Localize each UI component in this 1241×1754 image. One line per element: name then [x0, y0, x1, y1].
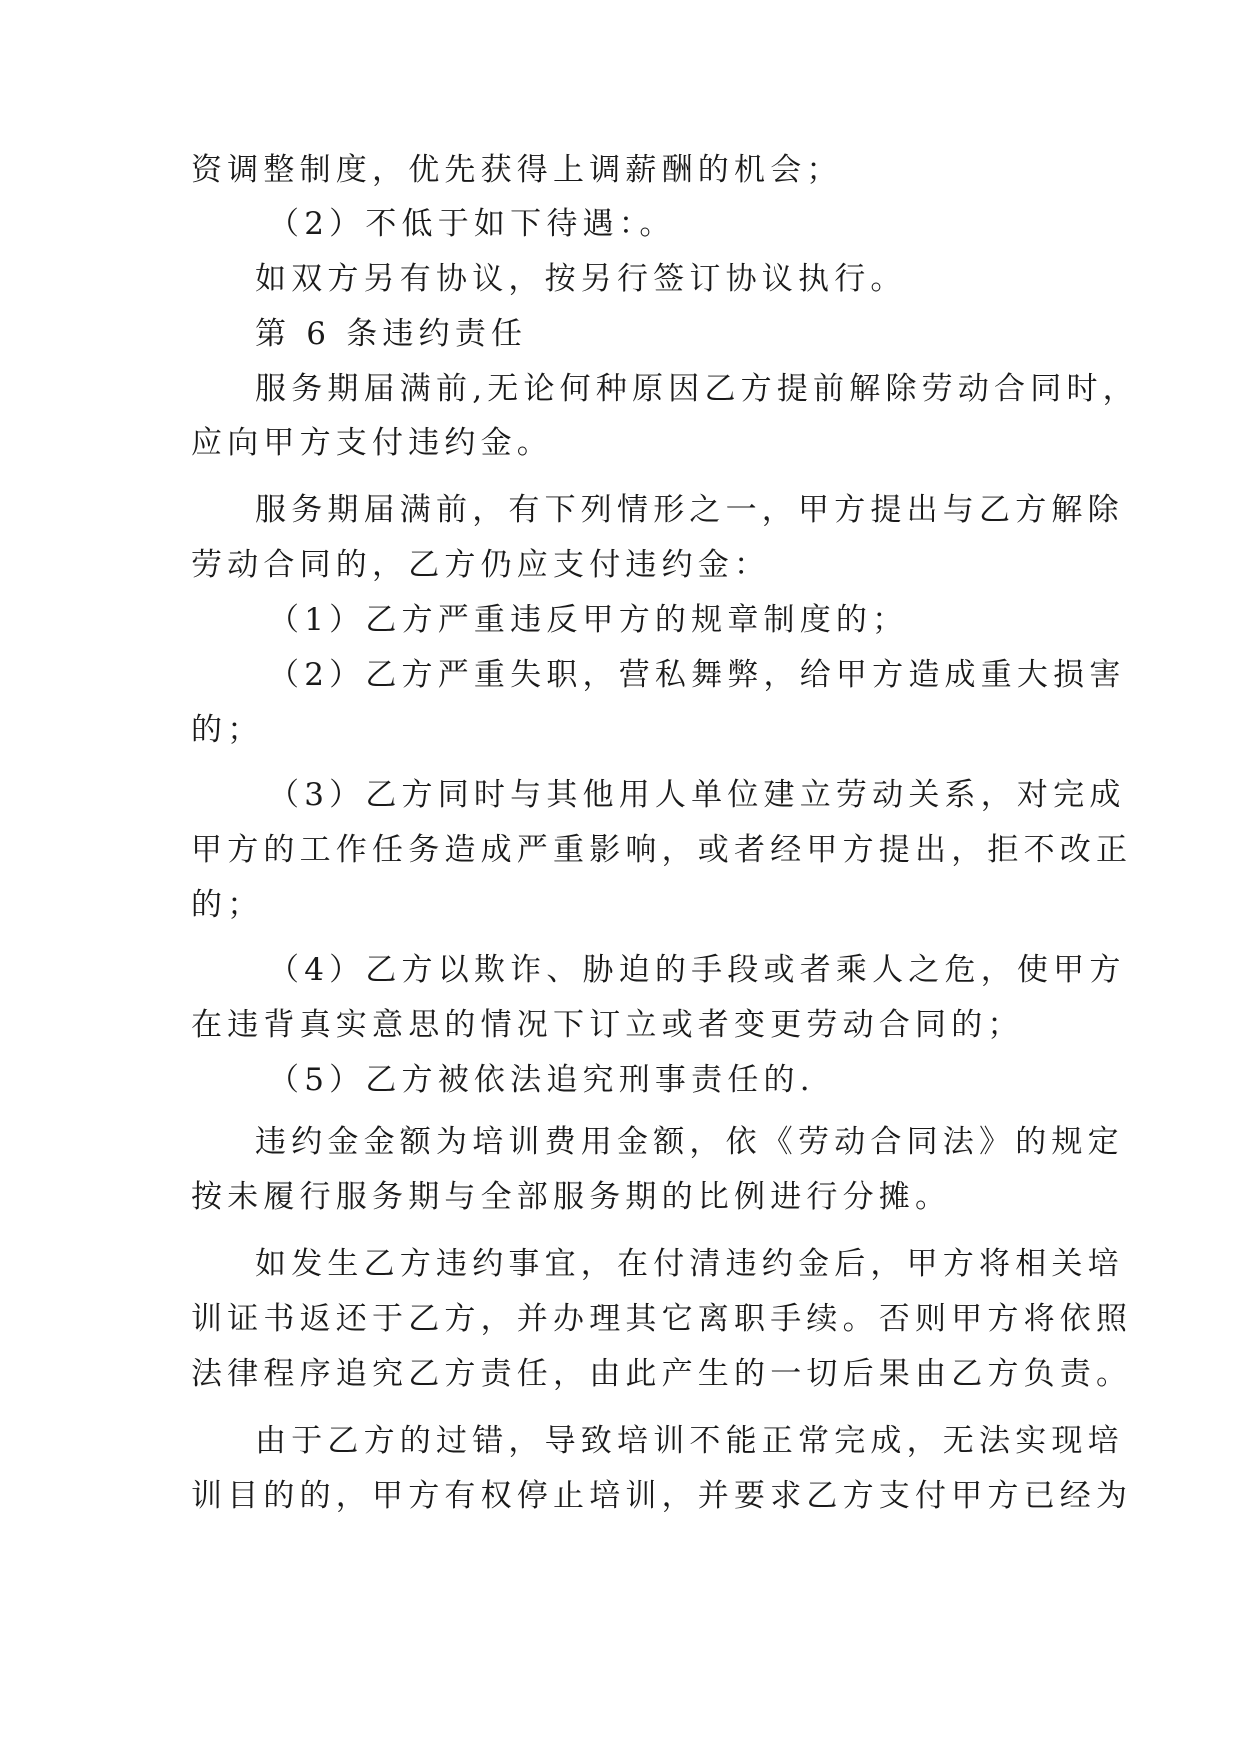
text-line: 的； [191, 887, 264, 923]
text-line: 违约金金额为培训费用金额，依《劳动合同法》的规定 [255, 1124, 1124, 1160]
text-line: （2）不低于如下待遇：。 [268, 206, 676, 242]
text-line: 甲方的工作任务造成严重影响，或者经甲方提出，拒不改正 [191, 832, 1133, 868]
text-line: 的； [191, 712, 264, 748]
text-line: 服务期届满前，有下列情形之一，甲方提出与乙方解除 [255, 492, 1124, 528]
text-line: （1）乙方严重违反甲方的规章制度的； [268, 602, 909, 638]
text-line: 应向甲方支付违约金。 [191, 425, 553, 461]
text-line: 如双方另有协议，按另行签订协议执行。 [255, 261, 907, 297]
text-line: 服务期届满前,无论何种原因乙方提前解除劳动合同时， [255, 371, 1139, 407]
text-line: 如发生乙方违约事宜，在付清违约金后，甲方将相关培 [255, 1246, 1124, 1282]
text-line: 资调整制度，优先获得上调薪酬的机会； [191, 152, 843, 188]
text-line: （4）乙方以欺诈、胁迫的手段或者乘人之危，使甲方 [268, 952, 1126, 988]
text-line: 训目的的，甲方有权停止培训，并要求乙方支付甲方已经为 [191, 1478, 1133, 1514]
text-line: 由于乙方的过错，导致培训不能正常完成，无法实现培 [255, 1423, 1124, 1459]
text-line: 按未履行服务期与全部服务期的比例进行分摊。 [191, 1179, 952, 1215]
text-line: （3）乙方同时与其他用人单位建立劳动关系，对完成 [268, 777, 1126, 813]
text-line: 在违背真实意思的情况下订立或者变更劳动合同的； [191, 1007, 1024, 1043]
text-line: 法律程序追究乙方责任，由此产生的一切后果由乙方负责。 [191, 1356, 1133, 1392]
text-line: （2）乙方严重失职，营私舞弊，给甲方造成重大损害 [268, 657, 1126, 693]
section-heading: 第 6 条违约责任 [255, 316, 528, 352]
text-line: 劳动合同的，乙方仍应支付违约金： [191, 547, 771, 583]
text-line: 训证书返还于乙方，并办理其它离职手续。否则甲方将依照 [191, 1301, 1133, 1337]
text-line: （5）乙方被依法追究刑事责任的. [268, 1062, 815, 1098]
